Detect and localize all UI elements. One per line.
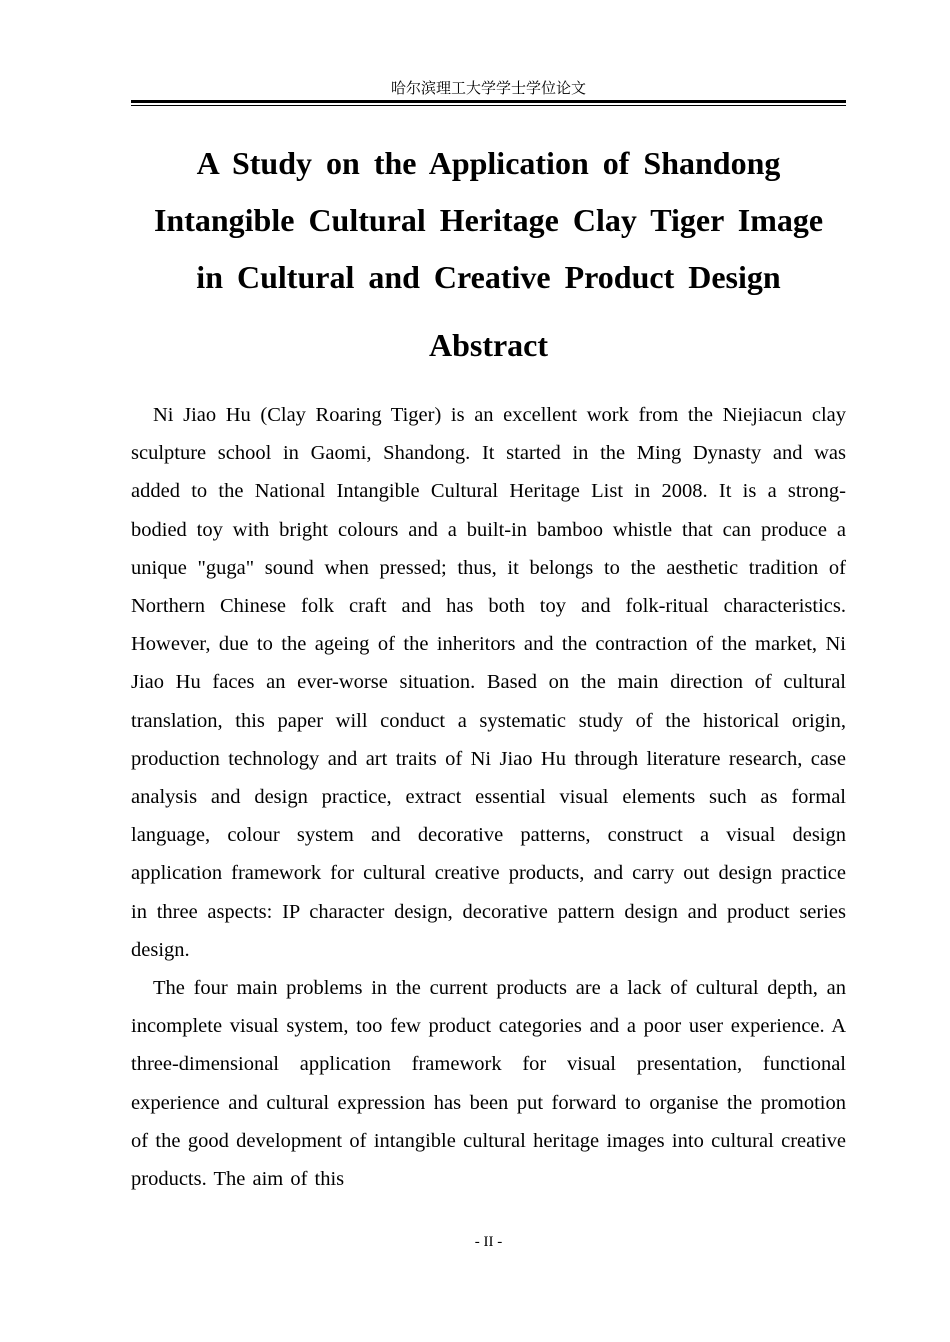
title-line: in Cultural and Creative Product Design — [196, 259, 781, 295]
running-header: 哈尔滨理工大学学士学位论文 — [390, 79, 586, 97]
paper-title — [131, 135, 846, 306]
abstract-paragraph: The four main problems in the current products are a lack of cultural depth, an incomplete visual system, too few product categories and a poor user experience. A three-dimensional application framework for visual presentation, functional experience and cultural expression has been put forward to organise the promotion of the good development of intangible cultural heritage images into cultural creative products. The aim of this — [131, 977, 846, 1191]
abstract-body — [131, 396, 846, 1198]
page-number: - II - — [474, 1234, 503, 1250]
abstract-heading: Abstract — [428, 327, 549, 363]
title-line: A Study on the Application of Shandong — [196, 145, 781, 181]
header-rule-thin — [131, 105, 846, 106]
abstract-paragraph: Ni Jiao Hu (Clay Roaring Tiger) is an excellent work from the Niejiacun clay sculpture school in Gaomi, Shandong. It started in the Ming Dynasty and was added to the National Intangible Cultural Heritage List in 2008. It is a strong-bodied toy with bright colours and a built-in bamboo whistle that can produce a unique "guga" sound when pressed; thus, it belongs to the aesthetic tradition of Northern Chinese folk craft and has both toy and folk-ritual characteristics. However, due to the ageing of the inheritors and the contraction of the market, Ni Jiao Hu faces an ever-worse situation. Based on the main direction of cultural translation, this paper will conduct a systematic study of the historical origin, production technology and art traits of Ni Jiao Hu through literature research, case analysis and design practice, extract essential visual elements such as formal language, colour system and decorative patterns, construct a visual design application framework for cultural creative products, and carry out design practice in three aspects: IP character design, decorative pattern design and product series design. — [131, 404, 846, 961]
header-rule — [131, 100, 846, 103]
title-line: Intangible Cultural Heritage Clay Tiger Image — [153, 202, 824, 238]
